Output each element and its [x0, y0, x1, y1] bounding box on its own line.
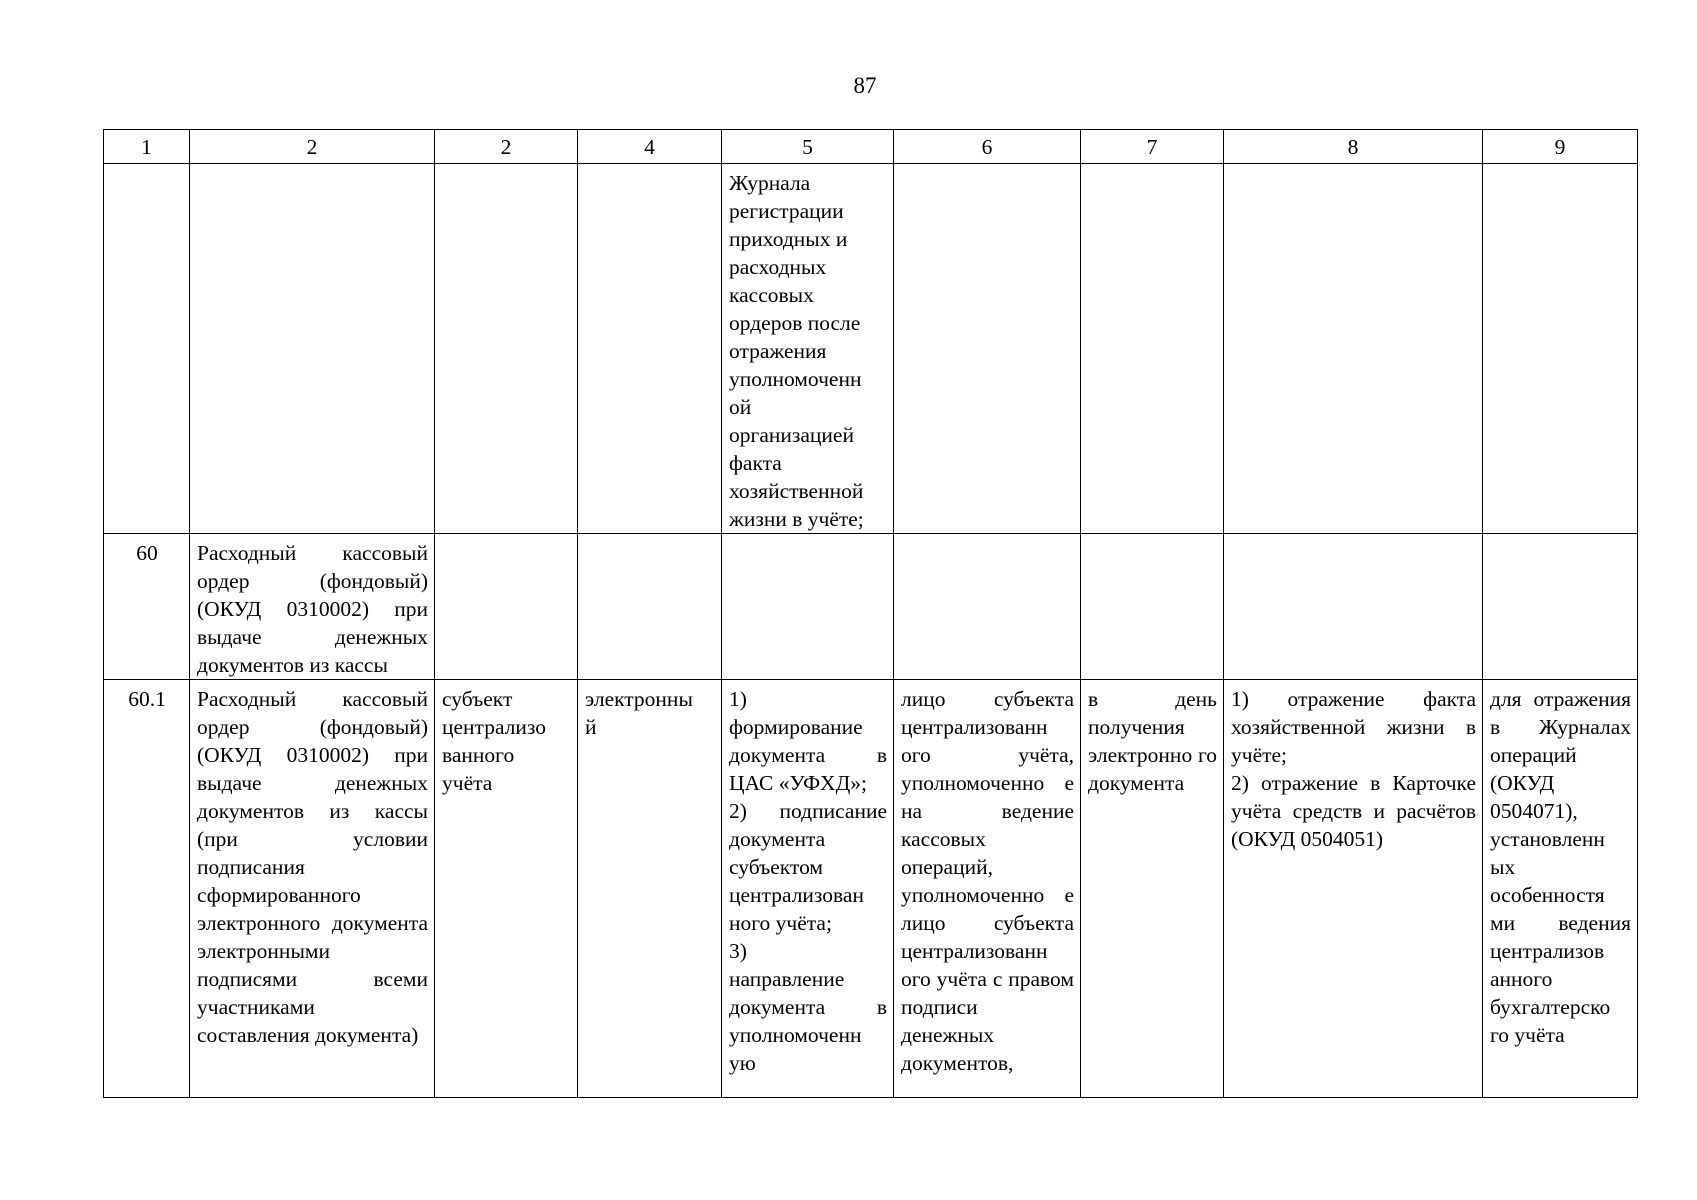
table-cell: для отражения в Журналах операций (ОКУД 0504071), установленн ых особенностя ми ведения централизов анного бухгалтерско го учёта — [1483, 680, 1638, 1098]
table-cell — [1224, 164, 1483, 534]
column-header: 1 — [104, 130, 190, 164]
table-cell — [435, 164, 578, 534]
table-cell: электронны й — [578, 680, 722, 1098]
table-cell — [1081, 534, 1224, 680]
table-cell: Расходный кассовый ордер (фондовый) (ОКУД 0310002) при выдаче денежных документов из кассы — [190, 534, 435, 680]
table-cell — [894, 534, 1081, 680]
table-row — [104, 164, 1638, 534]
table-cell — [435, 534, 578, 680]
table-cell — [578, 164, 722, 534]
column-header: 2 — [435, 130, 578, 164]
table-cell — [1224, 534, 1483, 680]
column-header: 4 — [578, 130, 722, 164]
table-cell: 1) отражение факта хозяйственной жизни в учёте; 2) отражение в Карточке учёта средств и расчётов (ОКУД 0504051) — [1224, 680, 1483, 1098]
table-cell: субъект централизо ванного учёта — [435, 680, 578, 1098]
table-cell — [190, 164, 435, 534]
table-cell — [722, 534, 894, 680]
column-header: 8 — [1224, 130, 1483, 164]
document-table — [103, 129, 1638, 1098]
table-cell — [1081, 164, 1224, 534]
table-cell: в день получения электронно го документа — [1081, 680, 1224, 1098]
column-header: 6 — [894, 130, 1081, 164]
table-cell — [1483, 534, 1638, 680]
table-cell: лицо субъекта централизованн ого учёта, уполномоченно е на ведение кассовых операций, уполномоченно е лицо субъекта централизованн ого учёта с правом подписи денежных документов, — [894, 680, 1081, 1098]
column-header: 9 — [1483, 130, 1638, 164]
table-cell: Журнала регистрации приходных и расходных кассовых ордеров после отражения уполномоченн ой организацией факта хозяйственной жизни в учёте; — [722, 164, 894, 534]
page-number: 87 — [853, 73, 877, 98]
table-cell — [578, 534, 722, 680]
row-number-cell: 60 — [104, 534, 190, 680]
column-header: 2 — [190, 130, 435, 164]
table-cell — [1483, 164, 1638, 534]
table-cell: Расходный кассовый ордер (фондовый) (ОКУД 0310002) при выдаче денежных документов из кассы (при условии подписания сформированного электронного документа электронными подписями всеми участниками составления документа) — [190, 680, 435, 1098]
table-row — [104, 680, 1638, 1098]
row-number-cell: 60.1 — [104, 680, 190, 1098]
table-cell — [894, 164, 1081, 534]
table-cell — [104, 164, 190, 534]
table-cell: 1) формирование документа в ЦАС «УФХД»; 2) подписание документа субъектом централизован ного учёта; 3) направление документа в уполномоченн ую — [722, 680, 894, 1098]
column-header: 5 — [722, 130, 894, 164]
column-header: 7 — [1081, 130, 1224, 164]
table-row — [104, 534, 1638, 680]
table-header-row — [104, 130, 1638, 164]
